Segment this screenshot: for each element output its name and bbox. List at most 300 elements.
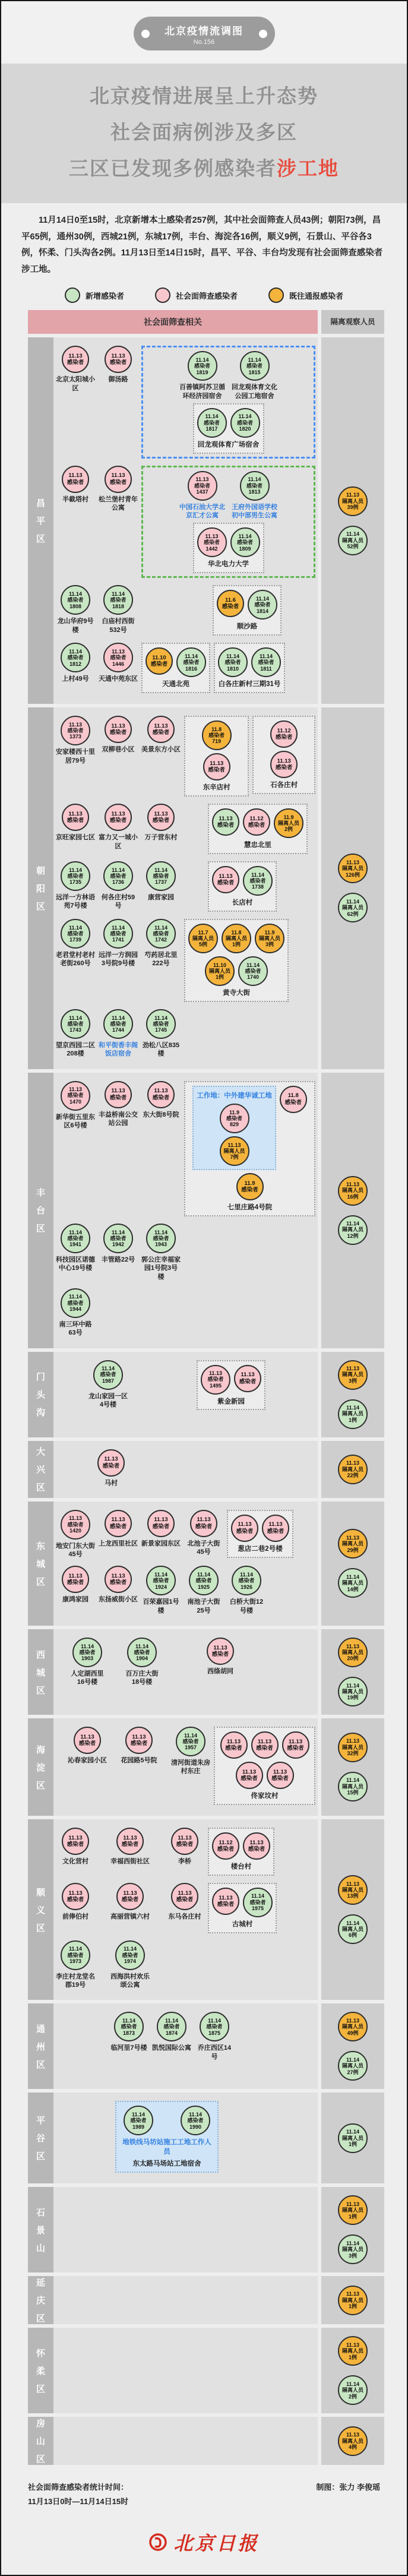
district-band xyxy=(28,1352,53,1437)
circle-text-line: 11.14 xyxy=(154,867,168,873)
district-content xyxy=(53,1819,318,2000)
circle-text-line: 11.13 xyxy=(346,2201,360,2207)
table-header xyxy=(28,310,384,334)
circle-text-line: 感染者 xyxy=(236,539,253,546)
district-name-char: 房 xyxy=(36,2419,45,2429)
location-label: 上村49号 xyxy=(62,675,89,683)
circle-text-line: 感染者 xyxy=(241,1187,258,1194)
case-item xyxy=(99,919,138,968)
circle-text-line: 1925 xyxy=(197,1583,210,1590)
case-item xyxy=(141,1224,181,1281)
circle-text-line: 11.13 xyxy=(111,352,125,359)
circle-text-line: 感染者 xyxy=(67,1521,84,1528)
circle-text-line: 1816 xyxy=(185,665,198,672)
case-circle xyxy=(243,866,273,896)
circle-text-line: 1974 xyxy=(124,1958,137,1965)
district-section xyxy=(28,337,384,704)
column-header-screening: 社会面筛查相关 xyxy=(28,310,318,334)
case-item xyxy=(178,471,227,520)
circle-text-line: 1例 xyxy=(348,2354,357,2360)
district-name-char: 平 xyxy=(36,2116,45,2126)
location-label: 科技园区诺德中心19号楼 xyxy=(56,1256,95,1272)
circle-text-line: 11.14 xyxy=(111,1014,125,1021)
cluster-label: 七里庄路4号院 xyxy=(227,1204,273,1212)
circle-text-line: 11.8 xyxy=(231,929,242,935)
case-item xyxy=(56,1828,95,1866)
location-label: 康鸿家园 xyxy=(62,1596,88,1604)
circle-text-line: 11.14 xyxy=(346,2381,360,2387)
circle-text-line: 感染者 xyxy=(67,1952,84,1958)
circle-text-line: 20例 xyxy=(347,1655,359,1662)
cluster-label: 石各庄村 xyxy=(270,782,298,789)
location-label: 白桥大街12号楼 xyxy=(229,1598,264,1614)
badge-screw-dot-icon xyxy=(141,30,150,38)
legend-item-screening xyxy=(155,287,238,303)
district-name-char: 区 xyxy=(36,2313,45,2324)
cluster-box xyxy=(184,919,289,1002)
circle-text-line: 1745 xyxy=(154,1027,167,1033)
green-circle-icon xyxy=(65,287,80,303)
circle-text-line: 11.13 xyxy=(154,1088,168,1095)
case-item xyxy=(56,804,95,842)
case-circle xyxy=(61,585,90,615)
district-content xyxy=(53,2276,318,2324)
circle-text-line: 11.13 xyxy=(242,1768,257,1775)
header-badge xyxy=(134,17,275,50)
case-item xyxy=(165,1828,204,1866)
circle-text-line: 1820 xyxy=(239,426,251,432)
circle-text-line: 11.14 xyxy=(154,1229,168,1235)
case-circle xyxy=(105,716,132,743)
location-label: 李庄村龙堂名郡19号 xyxy=(56,1973,95,1989)
case-circle xyxy=(251,647,281,677)
circle-text-line: 感染者 xyxy=(109,479,127,486)
circle-text-line: 11.14 xyxy=(259,653,273,659)
case-circle xyxy=(72,1638,102,1667)
cluster-items xyxy=(201,1365,261,1395)
location-label: 美景东方小区 xyxy=(141,746,181,754)
case-circle xyxy=(61,643,90,672)
circle-text-line: 感染者 xyxy=(254,602,271,608)
case-circle xyxy=(62,346,89,373)
district-content xyxy=(53,2187,318,2272)
case-circle xyxy=(171,1828,198,1855)
district-name-char: 东 xyxy=(36,1541,45,1551)
headline-line-2: 社会面病例涉及多区 xyxy=(110,121,298,144)
case-circle xyxy=(338,1176,368,1206)
circle-text-line: 感染者 xyxy=(134,1649,150,1655)
circle-text-line: 感染者 xyxy=(121,2024,137,2030)
circle-text-line: 隔离人员 xyxy=(341,1688,363,1695)
cluster-box xyxy=(214,1727,315,1805)
case-item xyxy=(56,861,95,911)
circle-text-line: 感染者 xyxy=(217,1901,235,1908)
cluster-items xyxy=(212,866,273,896)
district-content xyxy=(53,2417,318,2465)
district-section xyxy=(28,2093,384,2183)
circle-text-line: 52例 xyxy=(347,543,359,549)
location-label: 北池子大街45号 xyxy=(187,1540,220,1556)
circle-text-line: 感染者 xyxy=(245,968,261,974)
cluster-box xyxy=(214,643,285,693)
case-circle xyxy=(262,1515,289,1542)
circle-text-line: 感染者 xyxy=(67,479,84,486)
circle-text-line: 11.13 xyxy=(238,1521,252,1528)
case-row xyxy=(56,1940,315,1990)
circle-text-line: 隔离人员 xyxy=(341,2246,363,2253)
circle-text-line: 感染者 xyxy=(110,655,126,661)
location-label: 地安门东大街45号 xyxy=(56,1542,95,1559)
location-label: 安家楼西十里居79号 xyxy=(56,748,95,764)
case-circle xyxy=(105,1566,132,1593)
legend-item-previous xyxy=(268,287,343,303)
case-circle xyxy=(200,2012,229,2041)
circle-text-line: 隔离人员 xyxy=(341,2063,363,2069)
circle-text-line: 3例 xyxy=(348,1377,357,1384)
cluster-items xyxy=(217,590,277,619)
circle-text-line: 感染者 xyxy=(183,659,200,666)
case-circle xyxy=(338,2012,368,2041)
case-row xyxy=(56,861,315,912)
circle-text-line: 11.13 xyxy=(111,1516,125,1524)
case-item xyxy=(56,1883,95,1921)
district-content xyxy=(53,337,318,704)
circle-text-line: 11.13 xyxy=(346,1643,360,1649)
circle-text-line: 1495 xyxy=(209,1382,222,1389)
cluster-label: 回龙观体育广场宿舍 xyxy=(197,441,260,448)
circle-text-line: 感染者 xyxy=(67,359,84,366)
case-circle xyxy=(116,1883,144,1910)
circle-text-line: 11.13 xyxy=(68,1889,83,1897)
circle-text-line: 感染者 xyxy=(67,1896,84,1903)
circle-text-line: 感染者 xyxy=(67,1841,84,1848)
circle-text-line: 感染者 xyxy=(271,1775,289,1782)
circle-text-line: 1973 xyxy=(69,1958,82,1965)
isolation-column xyxy=(321,707,384,1069)
circle-text-line: 11.13 xyxy=(213,1644,227,1651)
circle-text-line: 11.13 xyxy=(111,472,125,479)
location-label: 沁春家园小区 xyxy=(68,1757,107,1765)
case-item xyxy=(195,2012,234,2061)
case-circle xyxy=(61,1510,90,1540)
circle-text-line: 11.10 xyxy=(213,962,227,968)
cluster-box xyxy=(141,346,315,459)
district-section xyxy=(28,1718,384,1816)
circle-text-line: 11.14 xyxy=(131,2111,146,2117)
district-name xyxy=(36,2417,45,2465)
case-circle xyxy=(62,804,89,831)
circle-text-line: 感染者 xyxy=(249,877,266,884)
orange-circle-icon xyxy=(268,287,284,303)
case-circle xyxy=(61,861,90,891)
district-band xyxy=(28,1502,53,1626)
location-label: 龙山家园一区4号楼 xyxy=(88,1392,128,1408)
cluster-label: 长店村 xyxy=(232,899,253,907)
case-row xyxy=(56,1449,315,1487)
circle-text-line: 719 xyxy=(212,738,222,745)
case-circle xyxy=(116,1828,144,1855)
location-label: 东扬威街小区 xyxy=(99,1596,138,1604)
circle-text-line: 11.13 xyxy=(249,1839,264,1846)
case-circle xyxy=(338,1875,368,1905)
cluster-items xyxy=(188,924,284,986)
case-circle xyxy=(203,753,230,780)
case-circle xyxy=(338,893,368,922)
circle-text-line: 11.13 xyxy=(154,722,168,729)
case-circle xyxy=(146,1009,176,1039)
location-label: 龙山华府9号楼 xyxy=(57,618,94,634)
district-section xyxy=(28,707,384,1069)
circle-text-line: 11.14 xyxy=(346,2129,360,2135)
case-item xyxy=(141,716,181,754)
circle-text-line: 感染者 xyxy=(246,363,262,369)
circle-text-line: 隔离人员 xyxy=(341,1744,363,1750)
district-name-char: 海 xyxy=(36,1744,45,1755)
case-circle xyxy=(61,919,90,949)
circle-text-line: 隔离人员 xyxy=(341,1926,363,1933)
case-circle xyxy=(280,1086,307,1113)
case-item xyxy=(99,716,138,754)
case-item xyxy=(141,804,181,842)
circle-text-line: 11.13 xyxy=(226,1738,241,1745)
location-label: 花园路5号院 xyxy=(121,1757,157,1765)
district-name-char: 区 xyxy=(36,534,45,545)
circle-text-line: 11.14 xyxy=(188,2111,203,2117)
circle-text-line: 感染者 xyxy=(195,1523,213,1530)
stat-time xyxy=(28,2480,128,2508)
isolation-column xyxy=(321,1073,384,1348)
circle-text-line: 隔离人员 xyxy=(341,2024,363,2030)
isolation-column xyxy=(321,2417,384,2465)
circle-text-line: 1875 xyxy=(208,2030,221,2036)
circle-text-line: 11.14 xyxy=(111,1229,125,1235)
circle-text-line: 12例 xyxy=(347,1232,359,1239)
case-item xyxy=(56,643,95,683)
case-item xyxy=(56,1510,95,1559)
case-circle xyxy=(61,1009,90,1039)
district-name-char: 区 xyxy=(36,901,45,912)
cluster-box xyxy=(193,403,264,454)
district-band xyxy=(28,2093,53,2183)
circle-text-line: 11.14 xyxy=(184,1732,198,1739)
case-circle xyxy=(338,2426,368,2456)
case-circle xyxy=(220,1731,248,1759)
district-content xyxy=(53,1352,318,1437)
circle-text-line: 隔离人员 xyxy=(277,820,299,827)
circle-text-line: 62例 xyxy=(347,911,359,917)
circle-text-line: 11.14 xyxy=(122,2017,136,2024)
case-circle xyxy=(125,1727,153,1754)
circle-text-line: 感染者 xyxy=(109,1523,127,1530)
case-circle xyxy=(243,1888,273,1917)
circle-text-line: 11.13 xyxy=(346,1460,360,1466)
stat-time-label: 社会面筛查感染者统计时间： xyxy=(28,2483,129,2492)
cluster-items xyxy=(188,1086,311,1201)
cluster-label: 楼台村 xyxy=(230,1863,252,1870)
circle-text-line: 11.13 xyxy=(208,1370,223,1377)
circle-text-line: 感染者 xyxy=(109,1094,127,1101)
case-item xyxy=(141,1081,181,1119)
cluster-items xyxy=(146,351,311,454)
circle-text-line: 1例 xyxy=(232,941,241,948)
case-circle xyxy=(176,647,206,677)
district-name-char: 谷 xyxy=(36,2134,45,2144)
case-item xyxy=(141,861,181,902)
location-label: 何各庄村59号 xyxy=(101,894,135,910)
district-band xyxy=(28,1718,53,1816)
case-circle xyxy=(171,1883,198,1910)
isolation-column xyxy=(321,2003,384,2089)
case-circle xyxy=(220,1104,249,1133)
circle-text-line: 感染者 xyxy=(182,1738,199,1744)
circle-text-line: 13例 xyxy=(347,1893,359,1899)
isolation-column xyxy=(321,1441,384,1498)
circle-text-line: 隔离人员 xyxy=(223,1148,245,1154)
location-label: 半截塔村 xyxy=(62,495,88,503)
circle-text-line: 11.13 xyxy=(277,757,291,764)
district-band xyxy=(28,2187,53,2272)
district-name-char: 区 xyxy=(36,1780,45,1791)
case-circle xyxy=(217,590,244,617)
circle-text-line: 感染者 xyxy=(109,359,127,366)
isolation-column xyxy=(321,337,384,704)
district-name-char: 台 xyxy=(36,1206,45,1216)
case-circle xyxy=(205,956,235,986)
case-circle xyxy=(197,527,227,557)
circle-text-line: 感染者 xyxy=(226,1115,242,1121)
top-band xyxy=(1,1,407,64)
circle-text-line: 感染者 xyxy=(110,930,126,937)
pink-circle-icon xyxy=(155,287,170,303)
case-circle xyxy=(338,486,368,516)
circle-text-line: 感染者 xyxy=(110,1235,126,1241)
case-row xyxy=(56,1883,315,1933)
case-item xyxy=(184,1566,223,1615)
case-circle xyxy=(105,466,132,493)
legend-item-new xyxy=(65,287,124,303)
case-circle xyxy=(255,924,284,953)
circle-text-line: 感染者 xyxy=(275,764,293,772)
case-circle xyxy=(103,861,133,891)
title-band xyxy=(1,64,407,203)
cluster-label: 古城村 xyxy=(232,1920,253,1928)
circle-text-line: 11.14 xyxy=(346,2056,360,2063)
district-name-char: 柔 xyxy=(36,2366,45,2376)
cluster-items xyxy=(231,1515,289,1542)
district-name-char: 朝 xyxy=(36,865,45,876)
isolation-column xyxy=(321,2276,384,2324)
location-label: 人定湖西里16号楼 xyxy=(71,1670,104,1686)
district-name-char: 石 xyxy=(36,2207,45,2218)
circle-text-line: 11.14 xyxy=(195,356,209,363)
case-circle xyxy=(147,716,175,743)
circle-text-line: 11.14 xyxy=(68,1946,83,1952)
circle-text-line: 11.13 xyxy=(111,1573,125,1580)
circle-text-line: 1442 xyxy=(205,545,218,552)
circle-text-line: 1例 xyxy=(348,1417,357,1423)
beijing-daily-emblem-icon xyxy=(148,2533,167,2552)
circle-text-line: 隔离人员 xyxy=(341,1887,363,1894)
district-name xyxy=(36,2276,45,2324)
circle-text-line: 隔离人员 xyxy=(341,905,363,911)
case-item xyxy=(178,351,227,400)
district-name-char: 区 xyxy=(36,1224,45,1234)
circle-text-line: 感染者 xyxy=(207,1376,224,1383)
circle-text-line: 1903 xyxy=(81,1655,94,1662)
circle-text-line: 感染者 xyxy=(239,1378,257,1385)
district-content xyxy=(53,2003,318,2089)
cluster-box xyxy=(208,1883,277,1933)
location-label: 百荣嘉园1号楼 xyxy=(143,1598,179,1614)
circle-text-line: 1815 xyxy=(248,369,261,375)
circle-text-line: 隔离人员 xyxy=(341,2135,363,2141)
circle-text-line: 11.14 xyxy=(111,924,125,931)
case-circle xyxy=(188,471,217,501)
cluster-items xyxy=(188,720,245,780)
circle-text-line: 11.13 xyxy=(346,492,360,498)
district-band xyxy=(28,1073,53,1348)
circle-text-line: 2例 xyxy=(284,826,293,833)
circle-text-line: 11.14 xyxy=(248,356,261,363)
circle-text-line: 11.13 xyxy=(178,1834,192,1841)
publisher-logo xyxy=(1,2508,407,2559)
location-label: 远洋一方润园3号院9号楼 xyxy=(99,952,138,968)
district-name xyxy=(36,1186,45,1234)
circle-text-line: 11.13 xyxy=(68,352,83,359)
cluster-items xyxy=(124,2106,210,2135)
circle-text-line: 11.13 xyxy=(68,721,83,728)
case-circle xyxy=(212,1888,239,1915)
case-item xyxy=(141,1009,181,1058)
district-name-char: 区 xyxy=(36,2454,45,2465)
case-row xyxy=(56,804,315,854)
circle-text-line: 11.13 xyxy=(195,476,209,483)
case-circle xyxy=(338,2234,368,2264)
credit: 制图：张力 李俊瑶 xyxy=(316,2483,380,2492)
cluster-box xyxy=(192,1086,276,1171)
issue-number: No.156 xyxy=(193,39,215,46)
case-item xyxy=(99,643,138,683)
case-item xyxy=(227,1566,266,1615)
circle-text-line: 1944 xyxy=(69,1306,82,1313)
case-circle xyxy=(197,408,227,438)
district-band xyxy=(28,1819,53,2000)
circle-text-line: 3例 xyxy=(348,2252,357,2259)
case-item xyxy=(68,1638,107,1687)
case-circle xyxy=(201,1365,230,1395)
location-label: 远洋一方林语苑7号楼 xyxy=(56,894,95,910)
circle-text-line: 感染者 xyxy=(67,930,84,937)
district-content xyxy=(53,2328,318,2413)
cluster-box xyxy=(193,523,264,573)
circle-text-line: 11.13 xyxy=(68,810,83,817)
location-label: 和平街香丰阁饭店宿舍 xyxy=(99,1042,138,1058)
circle-text-line: 感染者 xyxy=(208,732,225,739)
cluster-box xyxy=(208,861,277,912)
circle-text-line: 27例 xyxy=(347,2069,359,2075)
circle-text-line: 感染者 xyxy=(67,655,84,661)
circle-text-line: 感染者 xyxy=(163,2024,180,2030)
circle-text-line: 11.9 xyxy=(283,814,294,820)
district-name-char: 平 xyxy=(36,516,45,527)
circle-text-line: 11.13 xyxy=(346,1880,360,1887)
case-circle xyxy=(231,1515,258,1542)
case-item xyxy=(56,1009,95,1058)
cluster-items xyxy=(212,1888,273,1917)
circle-text-line: 1373 xyxy=(69,734,82,740)
intro-paragraph: 11月14日0至15时，北京新增本土感染者257例，其中社会面筛查人员43例；朝阳73例，昌平65例，通州30例，西城21例，东城17例，丰台、海淀各16例，顺义9例，石景山、平谷各3例，怀柔、门头沟各2例。11月13日至14日15时，昌平、平谷、丰台均发现有社会面筛查感染者涉工地。 xyxy=(21,216,383,274)
district-name xyxy=(36,2206,45,2254)
